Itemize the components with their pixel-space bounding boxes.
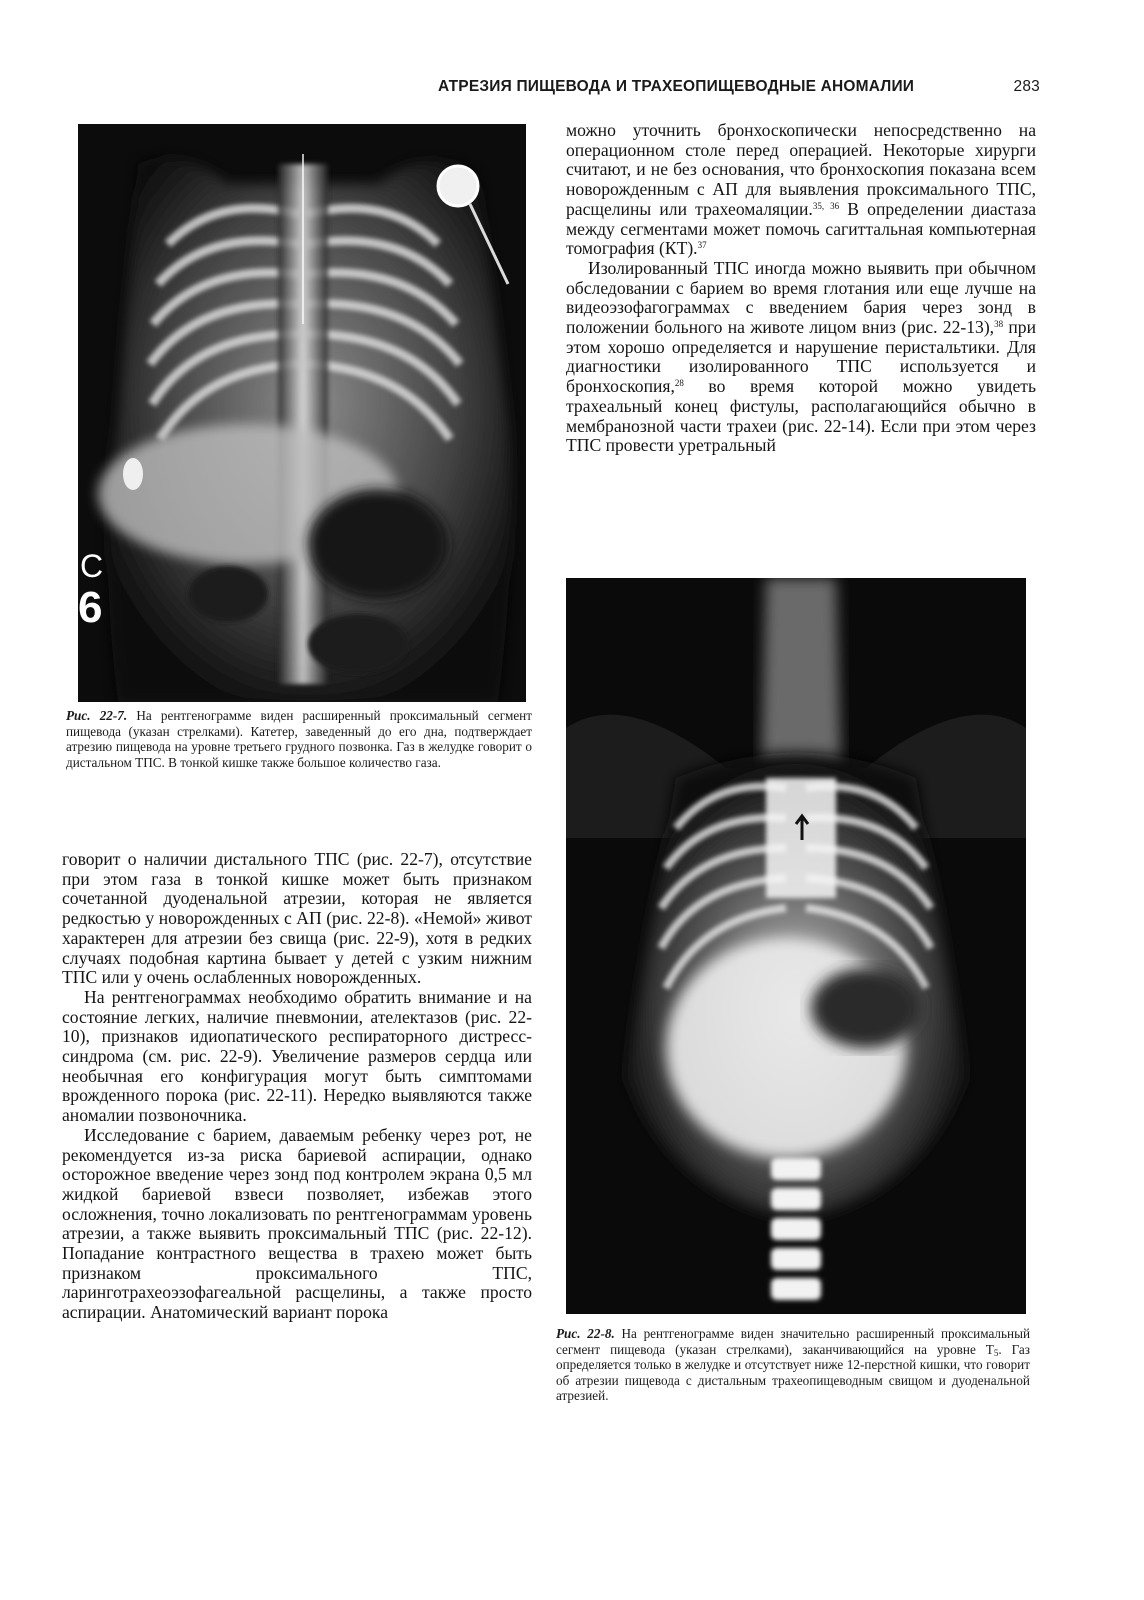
- caption-text: На рентгенограмме виден значительно расширенный проксимальный сегмент пищевода (указан стрелками), заканчивающийся на уровне T: [556, 1326, 1030, 1357]
- radiograph-22-8-image: [566, 578, 1026, 1314]
- caption-subscript: 5: [993, 1347, 999, 1358]
- text-run: Изолированный ТПС иногда можно выявить при обычном обследовании с барием во время глотания или еще лучше на видеоэзофагограммах с введением бария через зонд в положении больного на животе лицом вниз (рис. 22-13),: [566, 257, 1036, 338]
- page-number: 283: [1013, 78, 1040, 95]
- paragraph: На рентгенограммах необходимо обратить внимание и на состояние легких, наличие пневмонии, ателектазов (рис. 22-10), признаков идиопатического респираторного дистресс-синдрома (см. рис. 22-9). Увеличение размеров сердца или необычная его конфигурация могут быть симптомами врожденного порока (рис. 22-11). Нередко выявляются также аномалии позвоночника.: [62, 986, 532, 1126]
- paragraph: [566, 121, 1036, 259]
- right-column-text: [566, 121, 1036, 456]
- citation-superscript: 38: [994, 319, 1004, 330]
- caption-text: На рентгенограмме виден расширенный проксимальный сегмент пищевода (указан стрелками). Катетер, заведенный до его дна, подтверждает атрезию пищевода на уровне третьего грудного позвонка. Газ в желудке говорит о дистальном ТПС. В тонкой кишке также большое количество газа.: [66, 708, 533, 770]
- figure-22-8-radiograph: [566, 578, 1026, 1314]
- figure-marker-letter: C: [80, 548, 104, 584]
- citation-superscript: 35, 36: [812, 200, 840, 211]
- caption-text: . Газ определяется только в желудке и отсутствует ниже 12-перстной кишки, что говорит об атрезии пищевода с дистальным трахеопищеводным свищом и дуоденальной атрезией.: [556, 1341, 1030, 1404]
- text-run: во время которой можно увидеть трахеальный конец фистулы, располагающийся обычно в мембранозной части трахеи (рис. 22-14). Если при этом через ТПС провести уретральный: [566, 376, 1036, 456]
- paragraph: говорит о наличии дистального ТПС (рис. 22-7), отсутствие при этом газа в тонкой кишке может быть признаком сочетанной дуоденальной атрезии, которая не является редкостью у новорожденных с АП (рис. 22-8). «Немой» живот характерен для атрезии без свища (рис. 22-9), хотя в редких случаях подобная картина бывает у детей с узким нижним ТПС или у очень ослабленных новорожденных.: [62, 849, 532, 988]
- radiograph-22-7-image: [78, 124, 526, 702]
- text-run: В определении диастаза между сегментами может помочь сагиттальная компьютерная томография (КТ).: [566, 198, 1036, 259]
- figure-22-8-caption: [556, 1326, 1030, 1404]
- text-run: можно уточнить бронхоскопически непосредственно на операционном столе перед операцией. Некоторые хирурги считают, и не без основания, что бронхоскопия показана всем новорожденным с АП для выявления проксимального ТПС, расщелины или трахеомаляции.: [566, 120, 1036, 219]
- text-run: при этом хорошо определяется и нарушение перистальтики. Для диагностики изолированного ТПС используется и бронхоскопия,: [566, 317, 1037, 397]
- figure-marker-digit: 6: [78, 583, 103, 632]
- paragraph: [566, 259, 1036, 456]
- caption-label: Рис. 22-8.: [556, 1326, 615, 1341]
- running-title: АТРЕЗИЯ ПИЩЕВОДА И ТРАХЕОПИЩЕВОДНЫЕ АНОМАЛИИ: [438, 78, 915, 95]
- running-header: [438, 78, 1040, 100]
- figure-22-7-caption: [66, 708, 532, 770]
- left-column-text: [62, 850, 532, 1323]
- caption-label: Рис. 22-7.: [66, 708, 128, 723]
- citation-superscript: 37: [697, 240, 707, 251]
- figure-22-7-radiograph: [78, 124, 526, 702]
- paragraph: Исследование с барием, даваемым ребенку через рот, не рекомендуется из-за риска бариевой аспирации, однако осторожное введение через зонд под контролем экрана 0,5 мл жидкой бариевой взвеси позволяет, избежав этого осложнения, точно локализовать по рентгенограммам уровень атрезии, а также выявить проксимальный ТПС (рис. 22-12). Попадание контрастного вещества в трахею может быть признаком проксимального ТПС, ларинготрахеоэзофагеальной расщелины, а также просто аспирации. Анатомический вариант порока: [62, 1124, 532, 1323]
- citation-superscript: 28: [674, 378, 684, 389]
